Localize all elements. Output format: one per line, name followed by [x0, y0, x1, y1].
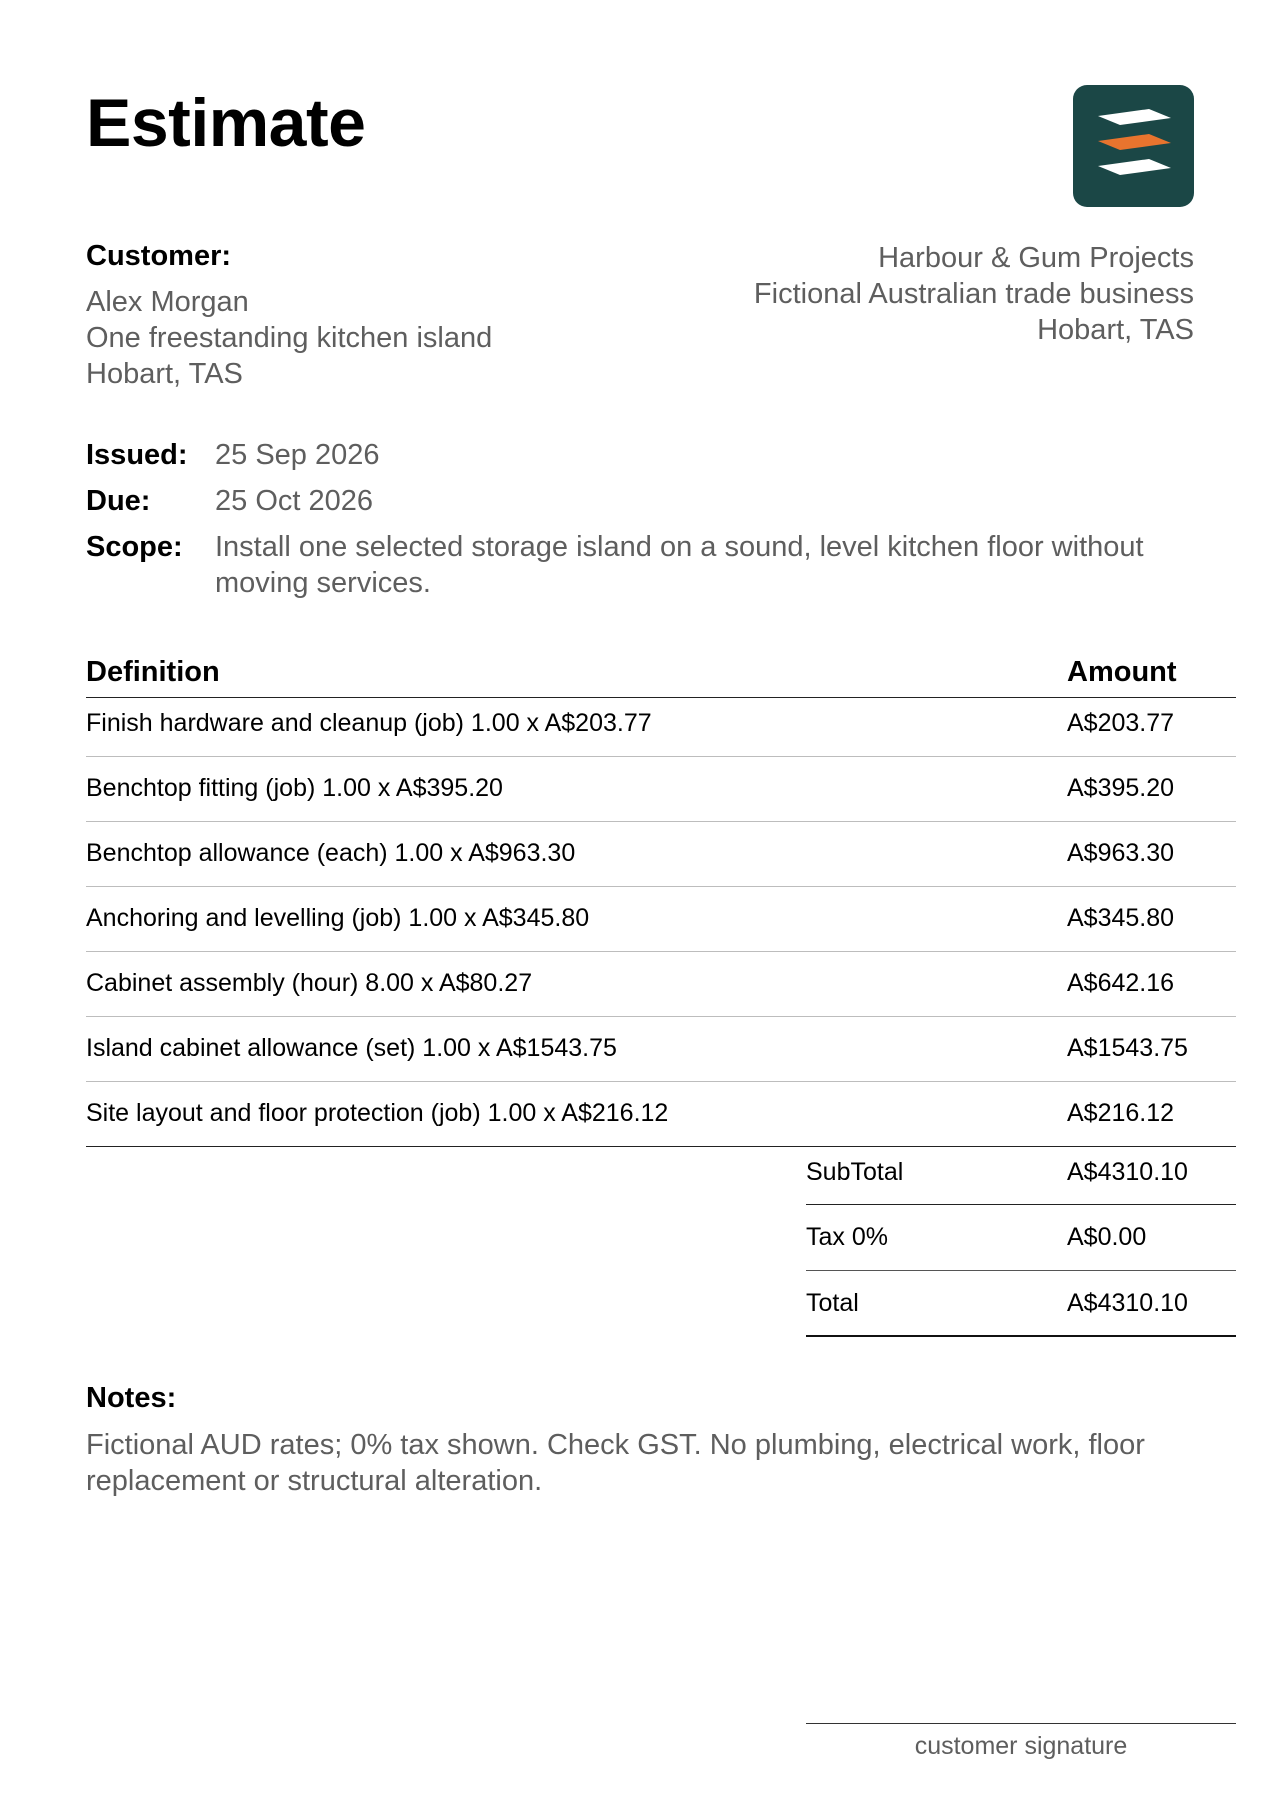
- company-tagline: Fictional Australian trade business: [753, 278, 1194, 310]
- line-item-definition: Finish hardware and cleanup (job) 1.00 x A$203.77: [86, 709, 652, 737]
- signature-label: customer signature: [914, 1732, 1128, 1760]
- company-location: Hobart, TAS: [1037, 314, 1194, 346]
- subtotal-amount: A$4310.10: [1067, 1158, 1188, 1186]
- customer-description: One freestanding kitchen island: [86, 322, 493, 354]
- tax-divider: [806, 1270, 1236, 1271]
- notes-label: Notes:: [86, 1382, 177, 1414]
- row-divider: [86, 1081, 1236, 1082]
- definition-column-header: Definition: [86, 656, 220, 688]
- line-item-definition: Island cabinet allowance (set) 1.00 x A$1543.75: [86, 1034, 617, 1062]
- line-item-amount: A$203.77: [1067, 709, 1175, 737]
- issued-date: 25 Sep 2026: [215, 439, 380, 471]
- tax-label: Tax 0%: [806, 1223, 888, 1251]
- line-item-definition: Benchtop fitting (job) 1.00 x A$395.20: [86, 774, 503, 802]
- row-divider: [86, 756, 1236, 757]
- scope-label: Scope:: [86, 531, 183, 563]
- line-item-amount: A$395.20: [1067, 774, 1175, 802]
- issued-label: Issued:: [86, 439, 188, 471]
- due-date: 25 Oct 2026: [215, 485, 373, 517]
- line-item-amount: A$642.16: [1067, 969, 1175, 997]
- line-item-definition: Site layout and floor protection (job) 1.00 x A$216.12: [86, 1099, 669, 1127]
- items-end-divider: [86, 1146, 1236, 1147]
- tax-amount: A$0.00: [1067, 1223, 1147, 1251]
- line-item-amount: A$1543.75: [1067, 1034, 1188, 1062]
- total-label: Total: [806, 1289, 859, 1317]
- due-label: Due:: [86, 485, 151, 517]
- line-item-definition: Cabinet assembly (hour) 8.00 x A$80.27: [86, 969, 533, 997]
- line-item-amount: A$216.12: [1067, 1099, 1175, 1127]
- notes-text: Fictional AUD rates; 0% tax shown. Check GST. No plumbing, electrical work, floor replacement or structural alteration.: [86, 1429, 1145, 1497]
- header-divider: [86, 697, 1236, 698]
- document-title: Estimate: [86, 85, 366, 161]
- total-amount: A$4310.10: [1067, 1289, 1188, 1317]
- line-item-definition: Anchoring and levelling (job) 1.00 x A$345.80: [86, 904, 590, 932]
- signature-line: [806, 1723, 1236, 1724]
- line-item-amount: A$963.30: [1067, 839, 1175, 867]
- row-divider: [86, 886, 1236, 887]
- company-logo: [1073, 85, 1194, 207]
- company-name: Harbour & Gum Projects: [878, 242, 1194, 274]
- row-divider: [86, 1016, 1236, 1017]
- row-divider: [86, 951, 1236, 952]
- layers-logo-icon: [1073, 85, 1194, 207]
- company-details: [754, 240, 1194, 348]
- scope-text: Install one selected storage island on a sound, level kitchen floor without moving services.: [215, 531, 1144, 599]
- customer-label: Customer:: [86, 240, 232, 272]
- estimate-page: [86, 0, 1236, 1800]
- total-divider: [806, 1335, 1236, 1337]
- line-item-amount: A$345.80: [1067, 904, 1175, 932]
- amount-column-header: Amount: [1067, 656, 1177, 688]
- line-item-definition: Benchtop allowance (each) 1.00 x A$963.30: [86, 839, 576, 867]
- subtotal-divider: [806, 1204, 1236, 1205]
- customer-location: Hobart, TAS: [86, 358, 243, 390]
- row-divider: [86, 821, 1236, 822]
- subtotal-label: SubTotal: [806, 1158, 904, 1186]
- customer-details: [86, 284, 492, 392]
- customer-name: Alex Morgan: [86, 286, 249, 318]
